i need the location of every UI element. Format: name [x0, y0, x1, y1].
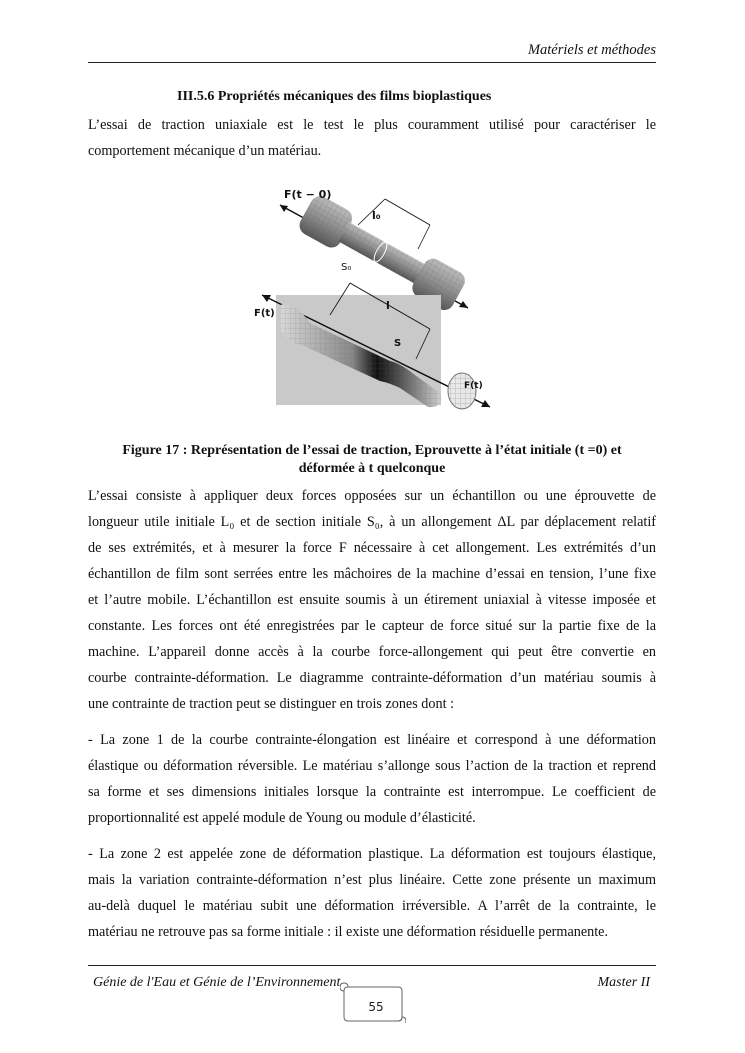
tensile-test-figure — [240, 183, 505, 411]
footer-right-text: Master II — [597, 975, 650, 990]
text-line: une contrainte de traction peut se distinguer en trois zones dont : — [88, 696, 455, 712]
text-line: élastique ou déformation réversible. Le matériau s’allonge sous l’action de la traction et reprend — [88, 758, 656, 774]
label-l: l — [386, 299, 390, 312]
page-number: 55 — [368, 1000, 384, 1014]
section-heading: III.5.6 Propriétés mécaniques des films bioplastiques — [177, 89, 492, 104]
text-line: - La zone 1 de la courbe contrainte-élongation est linéaire et correspond à une déformation — [88, 732, 656, 748]
text-line: courbe contrainte-déformation. Le diagramme contrainte-déformation d’un matériau soumis à — [88, 670, 656, 686]
text-line: L’essai consiste à appliquer deux forces opposées sur un échantillon ou une éprouvette de — [88, 488, 656, 504]
paragraph-zone-1 — [88, 727, 656, 831]
label-f-left: F(t) — [254, 308, 275, 319]
paragraph-test-description — [88, 483, 656, 717]
text-line: au-delà duquel le matériau subit une déformation irréversible. A l’arrêt de la contrainte, le — [88, 898, 656, 914]
text-line: sa forme et ses dimensions initiales lorsque la contrainte est interrompue. Le coefficient de — [88, 784, 656, 800]
text-line: matériau ne retrouve pas sa forme initiale : il existe une déformation résiduelle permanente. — [88, 924, 609, 940]
footer-rule — [88, 965, 656, 966]
text-line: proportionnalité est appelé module de Young ou module d’élasticité. — [88, 810, 476, 826]
label-s0: S₀ — [341, 262, 352, 273]
figure-caption — [88, 442, 656, 478]
header-title: Matériels et méthodes — [527, 42, 656, 58]
header-rule — [88, 62, 656, 63]
text-line: - La zone 2 est appelée zone de déformation plastique. La déformation est toujours élastique, — [88, 846, 656, 862]
text-line: constante. Les forces ont été enregistrées par le capteur de force situé sur la partie fixe de la — [88, 618, 656, 634]
caption-line: déformée à t quelconque — [298, 461, 446, 476]
label-f-initial: F(t − 0) — [284, 188, 332, 201]
paragraph-zone-2 — [88, 841, 656, 945]
text-line: et l’autre mobile. L’échantillon est ensuite soumis à un étirement uniaxial à vitesse imposée et — [88, 592, 656, 608]
intro-line: comportement mécanique d’un matériau. — [88, 143, 322, 159]
label-s: S — [394, 338, 402, 349]
text-line: mais la variation contrainte-déformation n’est plus linéaire. Cette zone présente un maximum — [88, 872, 656, 888]
intro-paragraph — [88, 112, 656, 164]
caption-line: Figure 17 : Représentation de l’essai de traction, Eprouvette à l’état initiale (t =0) et — [122, 443, 622, 458]
text-line: échantillon de film sont serrées entre les mâchoires de la machine d’essai en tension, l’une fixe — [88, 566, 656, 582]
intro-line: L’essai de traction uniaxiale est le test le plus couramment utilisé pour caractériser le — [88, 117, 656, 133]
label-l0: l₀ — [372, 209, 381, 222]
text-line: longueur utile initiale L₀ et de section initiale S₀, à un allongement ΔL par déplacement relatif — [88, 514, 656, 530]
text-line: de ses extrémités, et à mesurer la force F nécessaire à cet allongement. Les extrémités d’un — [88, 540, 656, 556]
footer-left-text: Génie de l'Eau et Génie de l’Environnement — [93, 975, 341, 990]
label-f-right: F(t) — [464, 381, 483, 391]
text-line: machine. L’appareil donne accès à la courbe force-allongement qui peut être convertie en — [88, 644, 656, 660]
